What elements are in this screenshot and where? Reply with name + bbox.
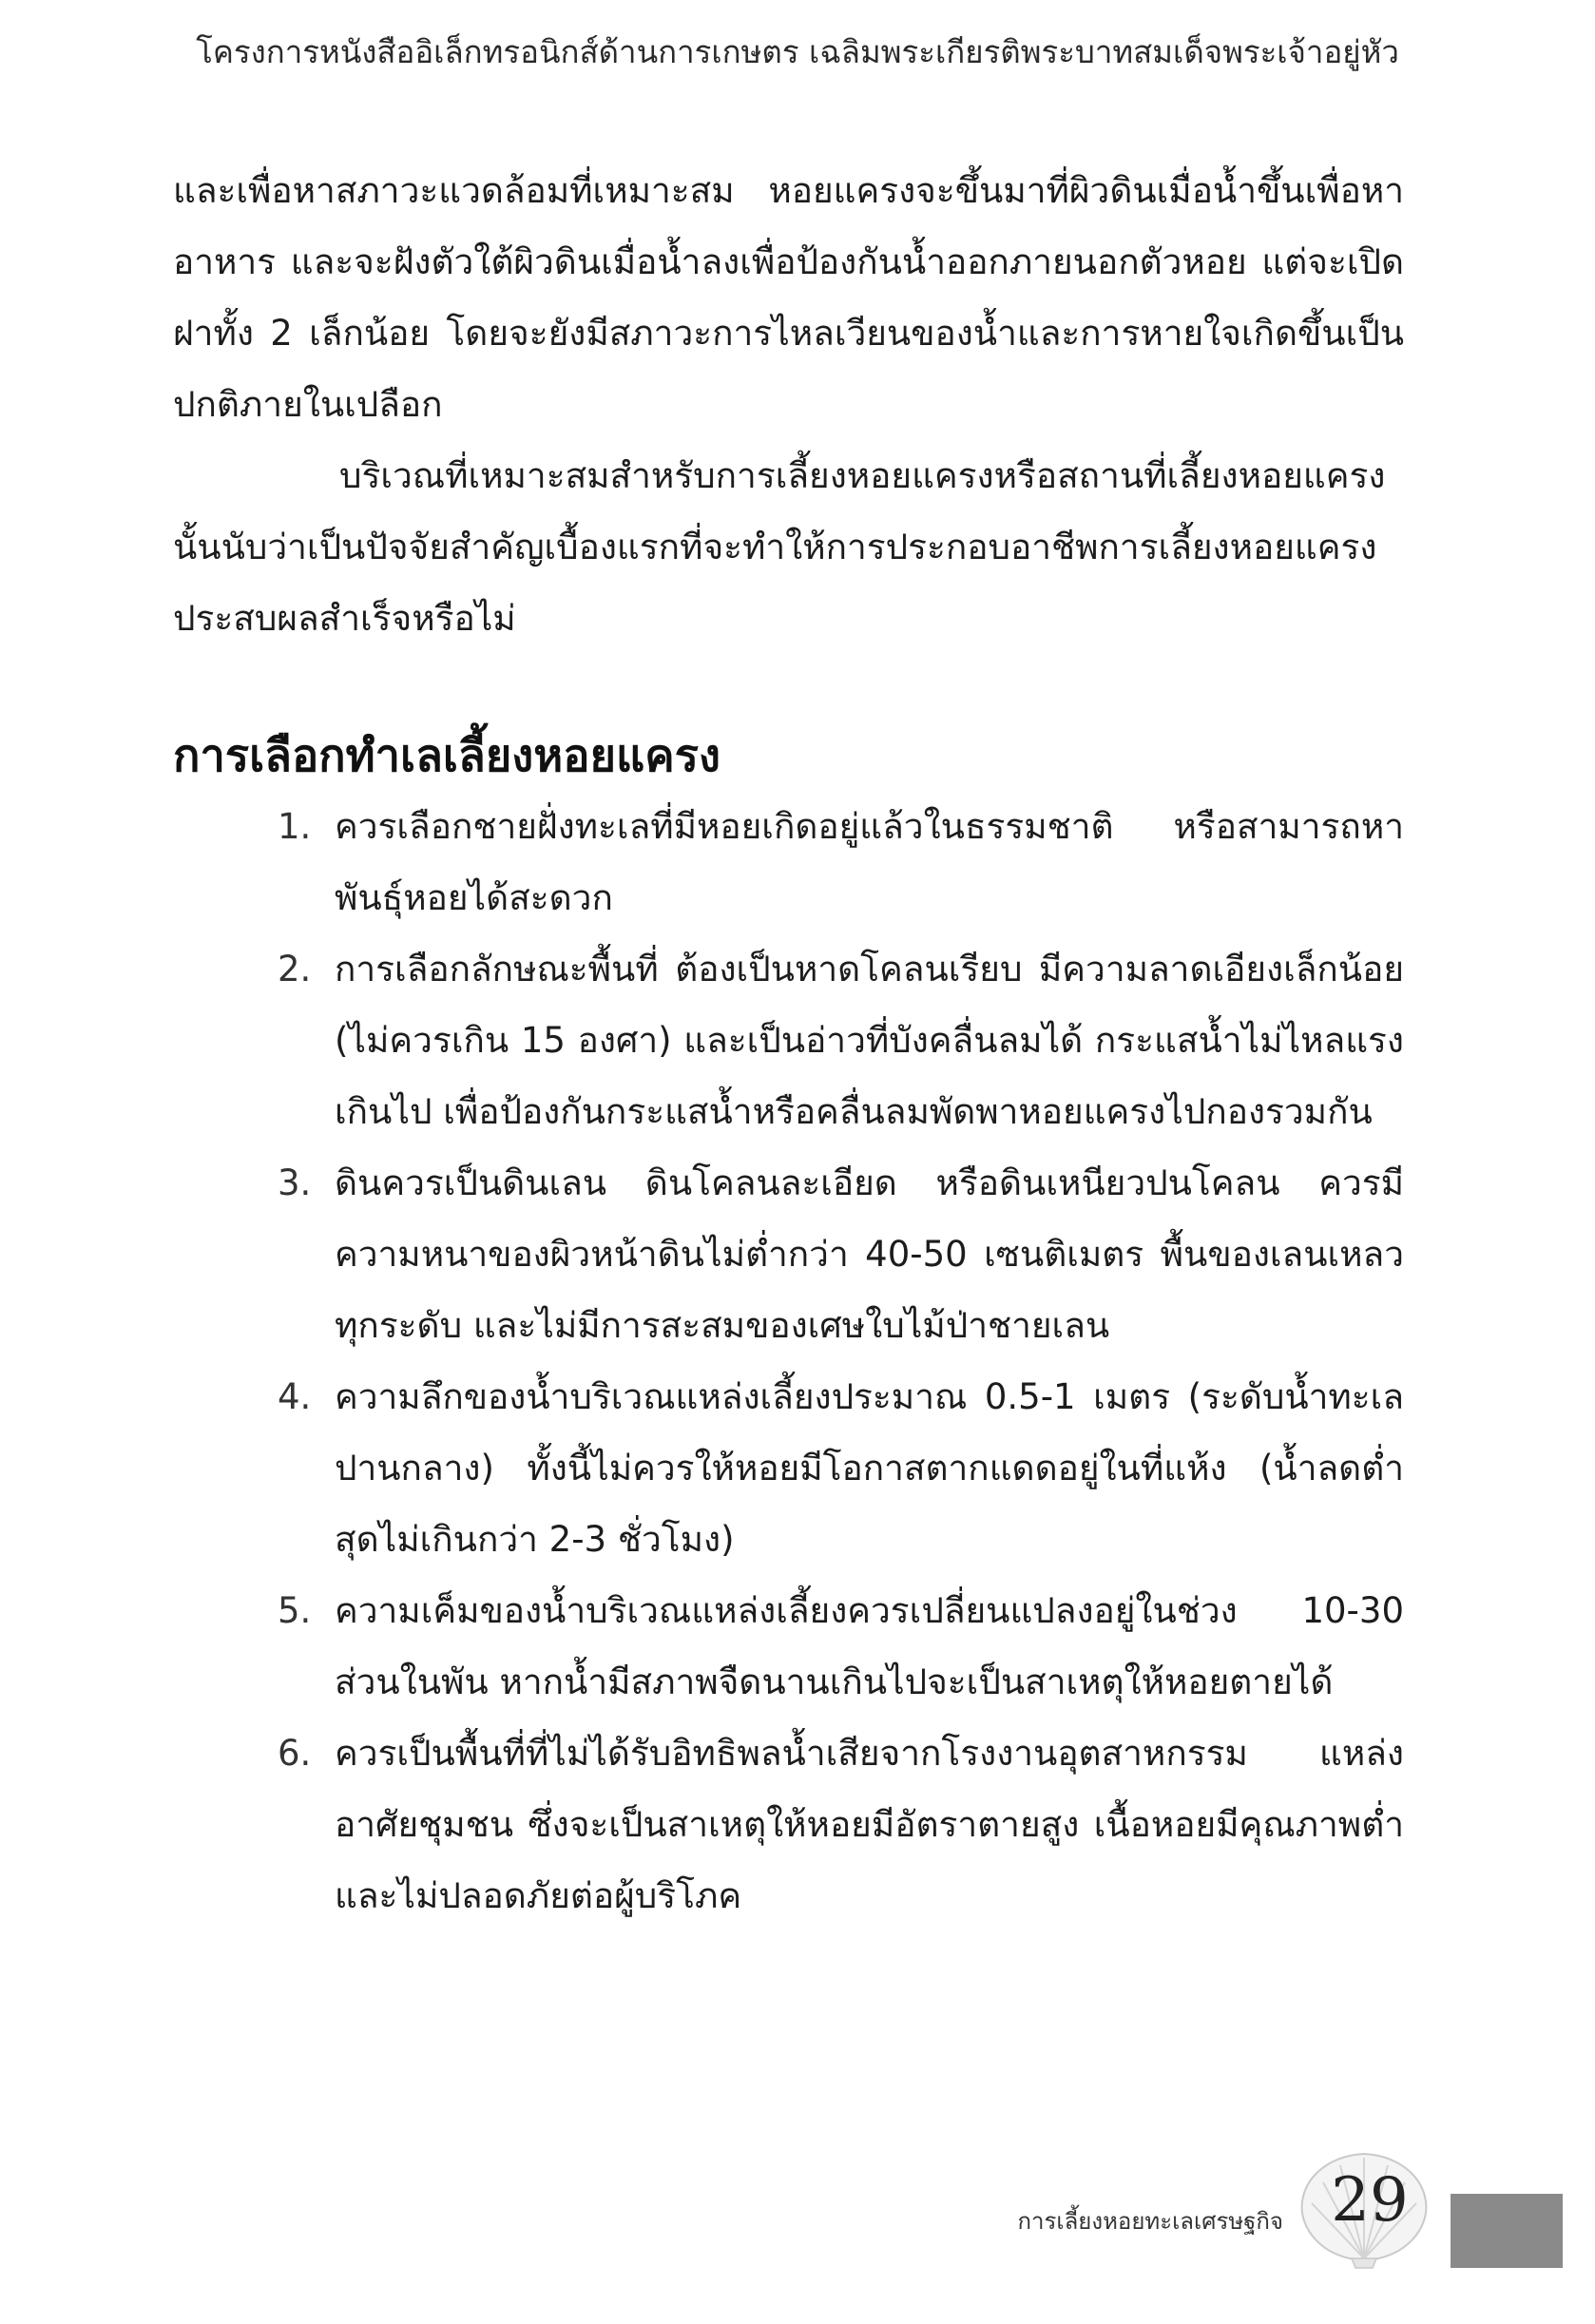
list-item-text: ควรเป็นพื้นที่ที่ไม่ได้รับอิทธิพลน้ำเสียจากโรงงานอุตสาหกรรม แหล่งอาศัยชุมชน ซึ่งจะเป็นสาเหตุให้หอยมีอัตราตายสูง เนื้อหอยมีคุณภาพต่ำและไม่ปลอดภัยต่อผู้บริโภค bbox=[335, 1733, 1404, 1916]
list-item bbox=[278, 1718, 1404, 1931]
list-item-number: 5. bbox=[278, 1590, 312, 1631]
paragraph-1: และเพื่อหาสภาวะแวดล้อมที่เหมาะสม หอยแครงจะขึ้นมาที่ผิวดินเมื่อน้ำขึ้นเพื่อหาอาหาร และจะฝังตัวใต้ผิวดินเมื่อน้ำลงเพื่อป้องกันน้ำออกภายนอกตัวหอย แต่จะเปิดฝาทั้ง 2 เล็กน้อย โดยจะยังมีสภาวะการไหลเวียนของน้ำและการหายใจเกิดขึ้นเป็นปกติภายในเปลือก bbox=[173, 170, 1404, 425]
page-edge-tab bbox=[1451, 2194, 1563, 2268]
list-item-text: ควรเลือกชายฝั่งทะเลที่มีหอยเกิดอยู่แล้วในธรรมชาติ หรือสามารถหาพันธุ์หอยได้สะดวก bbox=[335, 806, 1404, 918]
list-item bbox=[278, 933, 1404, 1147]
list-item bbox=[278, 1147, 1404, 1361]
paragraph-2: บริเวณที่เหมาะสมสำหรับการเลี้ยงหอยแครงหรือสถานที่เลี้ยงหอยแครงนั้นนับว่าเป็นปัจจัยสำคัญเบื้องแรกที่จะทำให้การประกอบอาชีพการเลี้ยงหอยแครงประสบผลสำเร็จหรือไม่ bbox=[173, 455, 1386, 639]
list-item-number: 3. bbox=[278, 1162, 312, 1203]
list-item-text: การเลือกลักษณะพื้นที่ ต้องเป็นหาดโคลนเรียบ มีความลาดเอียงเล็กน้อย (ไม่ควรเกิน 15 องศา) และเป็นอ่าวที่บังคลื่นลมได้ กระแสน้ำไม่ไหลแรงเกินไป เพื่อป้องกันกระแสน้ำหรือคลื่นลมพัดพาหอยแครงไปกองรวมกัน bbox=[335, 949, 1404, 1132]
list-item bbox=[278, 791, 1404, 933]
list-item-number: 2. bbox=[278, 949, 312, 989]
page-number: 29 bbox=[1331, 2165, 1409, 2236]
list-item-text: ความเค็มของน้ำบริเวณแหล่งเลี้ยงควรเปลี่ยนแปลงอยู่ในช่วง 10-30 ส่วนในพัน หากน้ำมีสภาพจืดนานเกินไปจะเป็นสาเหตุให้หอยตายได้ bbox=[335, 1590, 1404, 1702]
list-item-text: ความลึกของน้ำบริเวณแหล่งเลี้ยงประมาณ 0.5-1 เมตร (ระดับน้ำทะเลปานกลาง) ทั้งนี้ไม่ควรให้หอยมีโอกาสตากแดดอยู่ในที่แห้ง (น้ำลดต่ำสุดไม่เกินกว่า 2-3 ชั่วโมง) bbox=[335, 1376, 1404, 1560]
section-heading: การเลือกทำเลเลี้ยงหอยแครง bbox=[173, 730, 721, 782]
list-item-number: 1. bbox=[278, 806, 312, 847]
footer-caption: การเลี้ยงหอยทะเลเศรษฐกิจ bbox=[1017, 2208, 1283, 2235]
list-item bbox=[278, 1361, 1404, 1575]
list-item-number: 4. bbox=[278, 1376, 312, 1417]
book-series-header: โครงการหนังสืออิเล็กทรอนิกส์ด้านการเกษตร เฉลิมพระเกียรติพระบาทสมเด็จพระเจ้าอยู่หัว bbox=[196, 33, 1399, 70]
list-item-number: 6. bbox=[278, 1733, 312, 1774]
list-item-text: ดินควรเป็นดินเลน ดินโคลนละเอียด หรือดินเหนียวปนโคลน ควรมีความหนาของผิวหน้าดินไม่ต่ำกว่า 40-50 เซนติเมตร พื้นของเลนเหลวทุกระดับ และไม่มีการสะสมของเศษใบไม้ป่าชายเลน bbox=[335, 1162, 1404, 1346]
list-item bbox=[278, 1575, 1404, 1718]
site-selection-list bbox=[278, 791, 1404, 1931]
